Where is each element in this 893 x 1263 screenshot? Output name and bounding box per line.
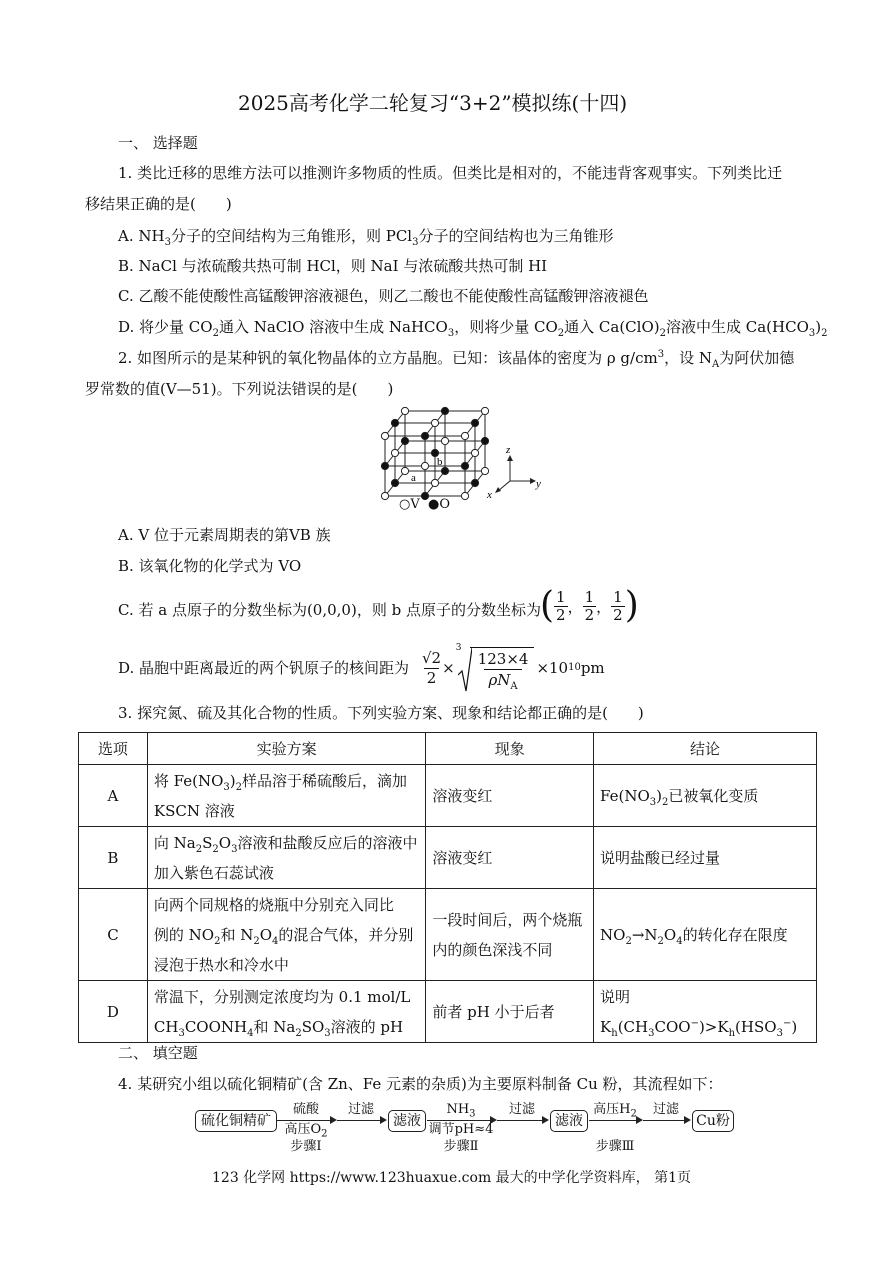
row-d-phenomenon: 前者 pH 小于后者 xyxy=(426,981,594,1043)
th-phenomenon: 现象 xyxy=(426,733,594,765)
flow-arrow-2 xyxy=(337,1120,385,1121)
table-row xyxy=(79,981,817,1043)
q2-option-d: D. 晶胞中距离最近的两个钒原子的核间距为 xyxy=(118,659,410,677)
table-row xyxy=(79,827,817,889)
flow-arrow-1-top: 硫酸 xyxy=(292,1102,319,1117)
q4-stem: 4. 某研究小组以硫化铜精矿(含 Zn、Fe 元素的杂质)为主要原料制备 Cu 粉，其流程如下： xyxy=(118,1075,723,1093)
q2-option-c-coords: ( 1 2 ， 1 2 ， 1 2 ) xyxy=(540,585,639,626)
table-row xyxy=(79,765,817,827)
flow-arrow-4 xyxy=(497,1120,547,1121)
th-conclusion: 结论 xyxy=(594,733,817,765)
flow-arrow-3-top: $NH_3$ xyxy=(446,1102,476,1120)
fig-label-a: a xyxy=(411,472,416,484)
q2-option-b: B. 该氧化物的化学式为 VO xyxy=(118,557,302,575)
flow-arrow-5 xyxy=(589,1120,641,1121)
q2-option-c: C. 若 a 点原子的分数坐标为(0,0,0)，则 b 点原子的分数坐标为 xyxy=(118,601,541,619)
table-row xyxy=(79,889,817,981)
table-header-row xyxy=(79,733,817,765)
q2-option-a: A. V 位于元素周期表的第ⅤB 族 xyxy=(118,526,331,544)
row-b-option: B xyxy=(79,827,148,889)
row-b-plan: 向 $Na_2S_2O_3$溶液和盐酸反应后的溶液中 加入紫色石蕊试液 xyxy=(147,827,426,889)
section-heading-choice: 一、 选择题 xyxy=(118,134,198,152)
fig-axis-x: x xyxy=(487,489,492,501)
fig-axis-z: z xyxy=(506,444,511,456)
flow-arrow-4-top: 过滤 xyxy=(508,1102,535,1117)
fig-legend xyxy=(399,497,450,513)
q3-table xyxy=(78,732,817,1043)
q2-stem-line1: 2. 如图所示的是某种钒的氧化物晶体的立方晶胞。已知：该晶体的密度为 ρ $g/cm^3$，设 $N_A$为阿伏加德 xyxy=(118,349,795,370)
flow-step-1: 步骤Ⅰ xyxy=(290,1139,322,1154)
legend-o: ●O xyxy=(428,497,451,512)
flow-arrow-3 xyxy=(427,1120,495,1121)
row-a-conclusion: $Fe(NO_3)_2$已被氧化变质 xyxy=(594,765,817,827)
q2-stem-line2: 罗常数的值(V—51)。下列说法错误的是( ) xyxy=(85,380,394,398)
fig-label-b: b xyxy=(437,456,443,468)
th-option: 选项 xyxy=(79,733,148,765)
flow-step-3: 步骤Ⅲ xyxy=(595,1139,635,1154)
row-d-conclusion: 说明 $K_h(CH_3COO^-)>K_h(HSO_3^-)$ xyxy=(594,981,817,1043)
row-a-phenomenon: 溶液变红 xyxy=(426,765,594,827)
flow-arrow-5-top: 高压$H_2$ xyxy=(593,1102,637,1120)
flow-arrow-2-top: 过滤 xyxy=(347,1102,374,1117)
row-a-option: A xyxy=(79,765,148,827)
row-d-option: D xyxy=(79,981,148,1043)
flow-arrow-6 xyxy=(643,1120,689,1121)
q1-option-b: B. NaCl 与浓硫酸共热可制 HCl，则 NaI 与浓硫酸共热可制 HI xyxy=(118,257,548,275)
flow-box-ore: 硫化铜精矿 xyxy=(195,1110,277,1132)
fig-axis-y: y xyxy=(536,478,541,490)
row-c-phenomenon: 一段时间后，两个烧瓶 内的颜色深浅不同 xyxy=(426,889,594,981)
section-heading-fill: 二、 填空题 xyxy=(118,1044,198,1062)
q1-stem-line1: 1. 类比迁移的思维方法可以推测许多物质的性质。但类比是相对的，不能违背客观事实。下列类比迁 xyxy=(118,164,783,182)
flow-arrow-6-top: 过滤 xyxy=(652,1102,679,1117)
flow-box-cu-powder: Cu粉 xyxy=(692,1110,734,1132)
row-b-conclusion: 说明盐酸已经过量 xyxy=(594,827,817,889)
flow-box-filtrate-2: 滤液 xyxy=(550,1110,588,1132)
flow-box-filtrate-1: 滤液 xyxy=(388,1110,426,1132)
row-c-plan: 向两个同规格的烧瓶中分别充入同比 例的 $NO_2$和 $N_2O_4$的混合气体，并分别 浸泡于热水和冷水中 xyxy=(147,889,426,981)
row-c-conclusion: $NO_2\to N_2O_4$的转化存在限度 xyxy=(594,889,817,981)
th-plan: 实验方案 xyxy=(147,733,426,765)
flow-arrow-1-bottom: 高压$O_2$ xyxy=(284,1122,328,1140)
flow-arrow-1 xyxy=(277,1120,335,1121)
page-title: 2025高考化学二轮复习“3+2”模拟练(十四) xyxy=(238,91,628,115)
q3-stem: 3. 探究氮、硫及其化合物的性质。下列实验方案、现象和结论都正确的是( ) xyxy=(118,704,644,722)
q1-option-c: C. 乙酸不能使酸性高锰酸钾溶液褪色，则乙二酸也不能使酸性高锰酸钾溶液褪色 xyxy=(118,287,649,305)
row-d-plan: 常温下，分别测定浓度均为 0.1 mol/L $CH_3COONH_4$和 $Na_2SO_3$溶液的 pH xyxy=(147,981,426,1043)
row-a-plan: 将 $Fe(NO_3)_2$样品溶于稀硫酸后，滴加 KSCN 溶液 xyxy=(147,765,426,827)
q1-option-a: A. $NH_3$分子的空间结构为三角锥形，则 PCl$_3$分子的空间结构也为三角锥形 xyxy=(118,227,614,248)
page-footer: 123 化学网 https://www.123huaxue.com 最大的中学化学资料库， 第1页 xyxy=(212,1170,692,1186)
q1-stem-line2: 移结果正确的是( ) xyxy=(85,195,232,213)
flow-arrow-3-bottom: 调节pH≈4 xyxy=(428,1122,494,1137)
legend-v: ○V xyxy=(399,497,420,512)
row-b-phenomenon: 溶液变红 xyxy=(426,827,594,889)
q1-option-d: D. 将少量 $CO_2$通入 NaClO 溶液中生成 NaHCO$_3$，则将少量 $CO_2$通入 $Ca(ClO)_2$溶液中生成 $Ca(HCO_3)_2$ xyxy=(118,318,828,339)
row-c-option: C xyxy=(79,889,148,981)
flow-step-2: 步骤Ⅱ xyxy=(443,1139,479,1154)
q2-option-d-formula: $\frac{√2}{2}$ × 3 123×4 $\rho N_A$ ×10 10 pm xyxy=(422,642,605,692)
